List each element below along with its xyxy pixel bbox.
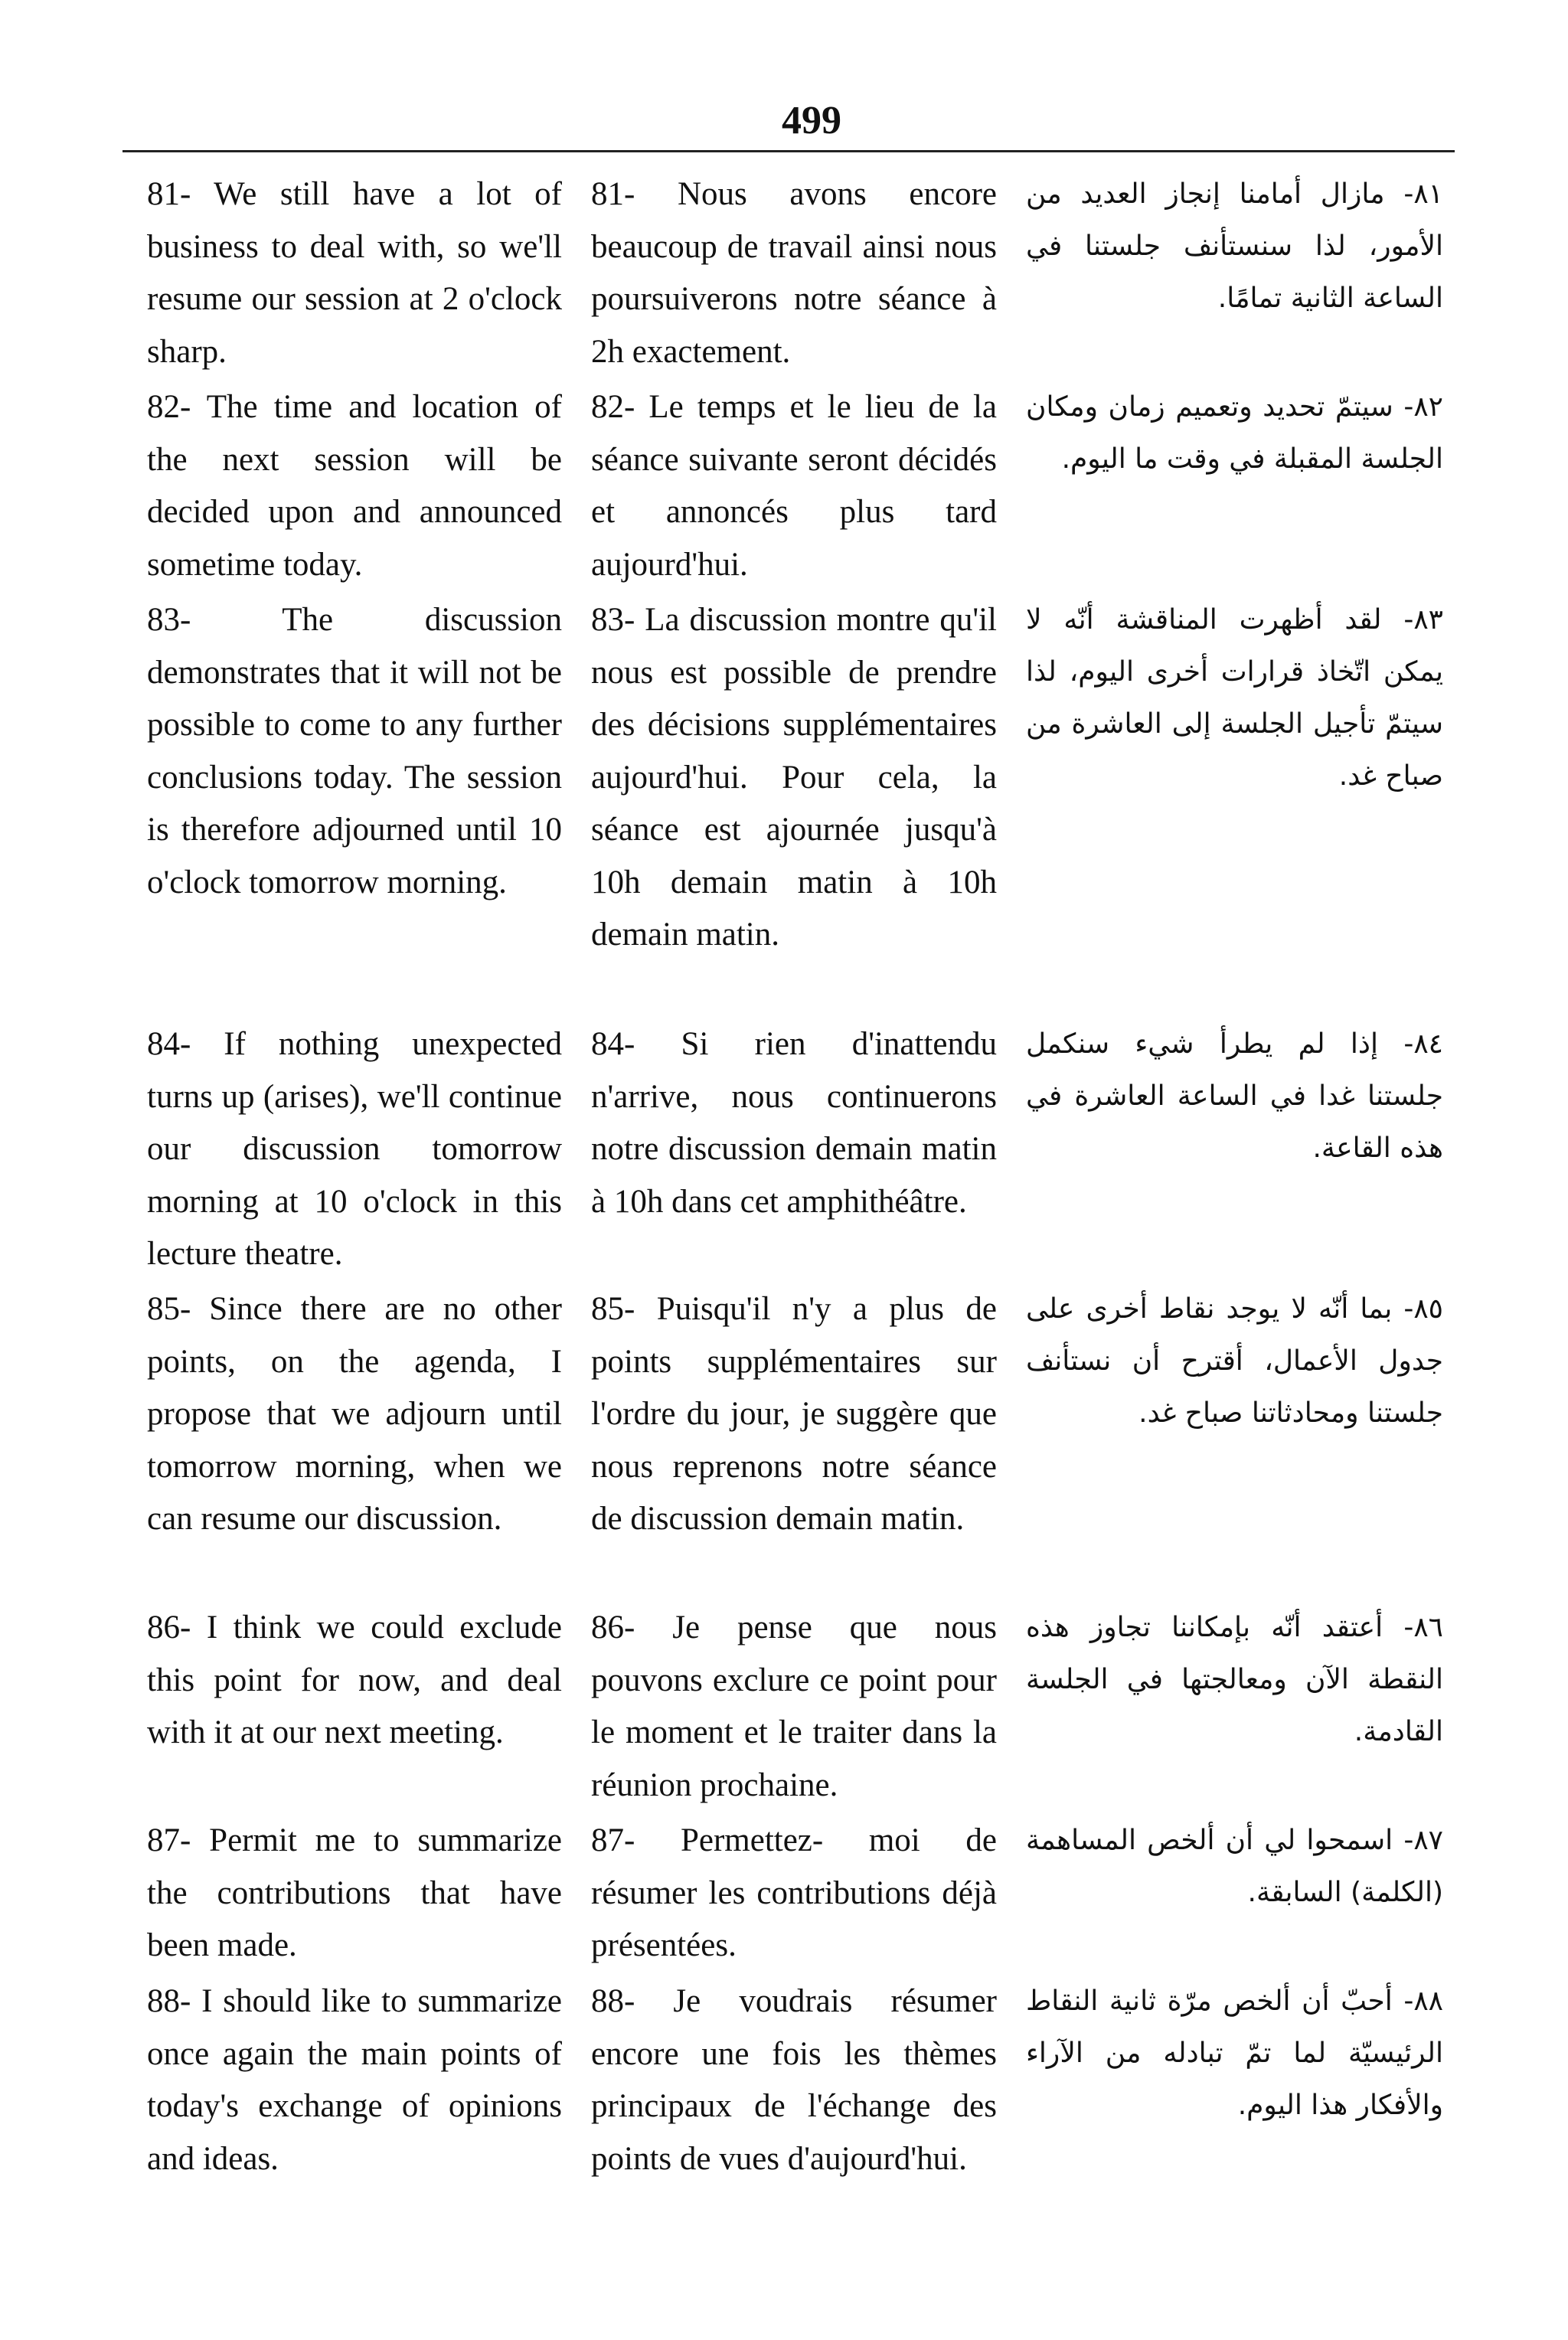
english-text: 84- If nothing unexpected turns up (arises), we'll continue our discussion tomorrow morning at 10 o'clock in this lecture theatre.	[147, 1026, 562, 1272]
french-text: 82- Le temps et le lieu de la séance suivante seront décidés et annoncés plus tard aujourd'hui.	[591, 389, 997, 583]
french-text: 84- Si rien d'inattendu n'arrive, nous continuerons notre discussion demain matin à 10h dans cet amphithéâtre.	[591, 1026, 997, 1220]
french-text: 83- La discussion montre qu'il nous est possible de prendre des décisions supplémentaires aujourd'hui. Pour cela, la séance est ajournée jusqu'à 10h demain matin à 10h demain matin.	[591, 602, 997, 953]
arabic-text: ٨١- مازال أمامنا إنجاز العديد من الأمور، لذا سنستأنف جلستنا في الساعة الثانية تمامًا.	[1026, 178, 1443, 314]
french-text: 81- Nous avons encore beaucoup de travail ainsi nous poursuiverons notre séance à 2h exactement.	[591, 176, 997, 370]
english-text: 85- Since there are no other points, on the agenda, I propose that we adjourn until tomorrow morning, when we can resume our discussion.	[147, 1291, 562, 1537]
english-text: 83- The discussion demonstrates that it will not be possible to come to any further conclusions today. The session is therefore adjourned until 10 o'clock tomorrow morning.	[147, 602, 562, 900]
arabic-text: ٨٨- أحبّ أن ألخص مرّة ثانية النقاط الرئيسيّة لما تمّ تبادله من الآراء والأفكار هذا اليوم.	[1026, 1985, 1443, 2121]
arabic-text: ٨٤- إذا لم يطرأ شيء سنكمل جلستنا غدا في الساعة العاشرة في هذه القاعة.	[1026, 1028, 1443, 1164]
english-text: 82- The time and location of the next session will be decided upon and announced sometime today.	[147, 389, 562, 583]
english-text: 86- I think we could exclude this point for now, and deal with it at our next meeting.	[147, 1610, 562, 1750]
french-text: 88- Je voudrais résumer encore une fois les thèmes principaux de l'échange des points de vues d'aujourd'hui.	[591, 1983, 997, 2177]
arabic-text: ٨٥- بما أنّه لا يوجد نقاط أخرى على جدول الأعمال، أقترح أن نستأنف جلستنا ومحادثاتنا صباح غد.	[1026, 1293, 1443, 1429]
french-text: 86- Je pense que nous pouvons exclure ce point pour le moment et le traiter dans la réunion prochaine.	[591, 1610, 997, 1803]
arabic-text: ٨٢- سيتمّ تحديد وتعميم زمان ومكان الجلسة المقبلة في وقت ما اليوم.	[1026, 391, 1443, 475]
arabic-text: ٨٣- لقد أظهرت المناقشة أنّه لا يمكن اتّخاذ قرارات أخرى اليوم، لذا سيتمّ تأجيل الجلسة إلى العاشرة من صباح غد.	[1026, 604, 1443, 792]
french-text: 85- Puisqu'il n'y a plus de points supplémentaires sur l'ordre du jour, je suggère que nous reprenons notre séance de discussion demain matin.	[591, 1291, 997, 1537]
english-text: 81- We still have a lot of business to deal with, so we'll resume our session at 2 o'clock sharp.	[147, 176, 562, 370]
french-text: 87- Permettez- moi de résumer les contributions déjà présentées.	[591, 1822, 997, 1963]
arabic-text: ٨٦- أعتقد أنّه بإمكاننا تجاوز هذه النقطة الآن ومعالجتها في الجلسة القادمة.	[1026, 1612, 1443, 1747]
english-text: 88- I should like to summarize once again the main points of today's exchange of opinions and ideas.	[147, 1983, 562, 2177]
english-text: 87- Permit me to summarize the contributions that have been made.	[147, 1822, 562, 1963]
header-rule	[122, 150, 1455, 152]
arabic-text: ٨٧- اسمحوا لي أن ألخص المساهمة (الكلمة) السابقة.	[1026, 1825, 1443, 1908]
page-number: 499	[782, 99, 841, 142]
